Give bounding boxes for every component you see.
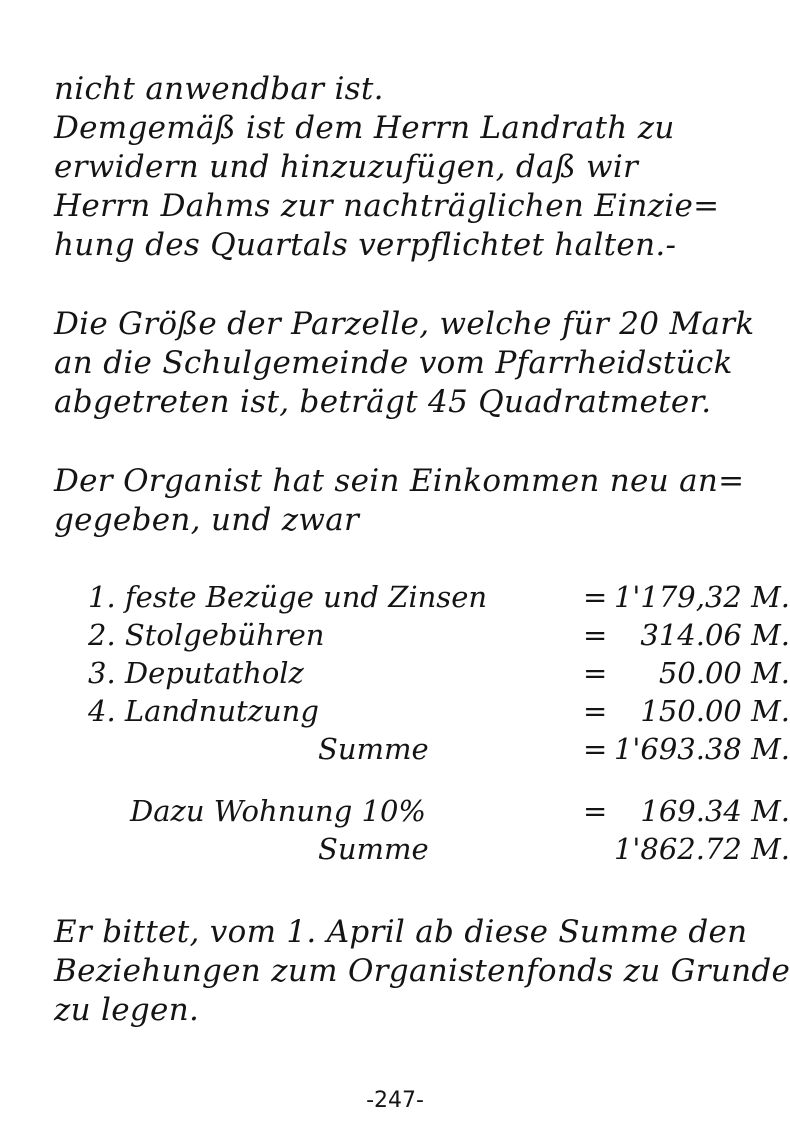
text-line: gegeben, und zwar <box>54 502 360 538</box>
text-line: Er bittet, vom 1. April ab diese Summe den <box>54 914 748 950</box>
income-label: 2. Stolgebühren <box>88 618 325 652</box>
housing-row <box>88 792 790 830</box>
text-line: nicht anwendbar ist. <box>54 71 384 107</box>
text-line: erwidern und hinzuzufügen, daß wir <box>54 149 639 185</box>
income-label: 1. feste Bezüge und Zinsen <box>88 580 488 614</box>
income-label: 4. Landnutzung <box>88 694 319 728</box>
text-line: abgetreten ist, beträgt 45 Quadratmeter. <box>54 384 712 420</box>
subtotal-label: Summe <box>318 732 429 766</box>
text-line: zu legen. <box>54 992 200 1028</box>
total-row <box>88 830 790 868</box>
subtotal-amount: 1'693.38 M. <box>613 732 790 766</box>
income-label: 3. Deputatholz <box>88 656 304 690</box>
income-row <box>88 654 790 692</box>
equals-sign: = <box>583 794 608 828</box>
income-amount: 150.00 M. <box>640 694 790 728</box>
text-line: Herrn Dahms zur nachträglichen Einzie= <box>54 188 720 224</box>
text-line: hung des Quartals verpflichtet halten.- <box>54 227 677 263</box>
spacer-row <box>88 768 790 792</box>
total-amount: 1'862.72 M. <box>613 832 790 866</box>
equals-sign: = <box>583 732 608 766</box>
paragraph-quarter-obligation <box>54 70 764 265</box>
equals-sign: = <box>583 694 608 728</box>
income-row <box>88 616 790 654</box>
income-table <box>88 578 790 868</box>
income-amount: 314.06 M. <box>640 618 790 652</box>
equals-sign: = <box>583 656 608 690</box>
income-row <box>88 578 790 616</box>
housing-amount: 169.34 M. <box>640 794 790 828</box>
text-line: Beziehungen zum Organistenfonds zu Grunde <box>54 953 790 989</box>
income-amount: 50.00 M. <box>658 656 790 690</box>
total-label: Summe <box>318 832 429 866</box>
housing-label: Dazu Wohnung 10% <box>130 794 426 828</box>
text-line: Der Organist hat sein Einkommen neu an= <box>54 463 745 499</box>
subtotal-row <box>88 730 790 768</box>
income-amount: 1'179,32 M. <box>613 580 790 614</box>
paragraph-parcel-size <box>54 305 764 422</box>
income-row <box>88 692 790 730</box>
page-number: -247- <box>366 1088 424 1113</box>
text-line: Die Größe der Parzelle, welche für 20 Mark <box>54 306 755 342</box>
text-line: an die Schulgemeinde vom Pfarrheidstück <box>54 345 733 381</box>
paragraph-organist-income <box>54 462 764 540</box>
equals-sign: = <box>583 618 608 652</box>
paragraph-closing-request <box>54 913 790 1030</box>
text-line: Demgemäß ist dem Herrn Landrath zu <box>54 110 675 146</box>
equals-sign: = <box>583 580 608 614</box>
